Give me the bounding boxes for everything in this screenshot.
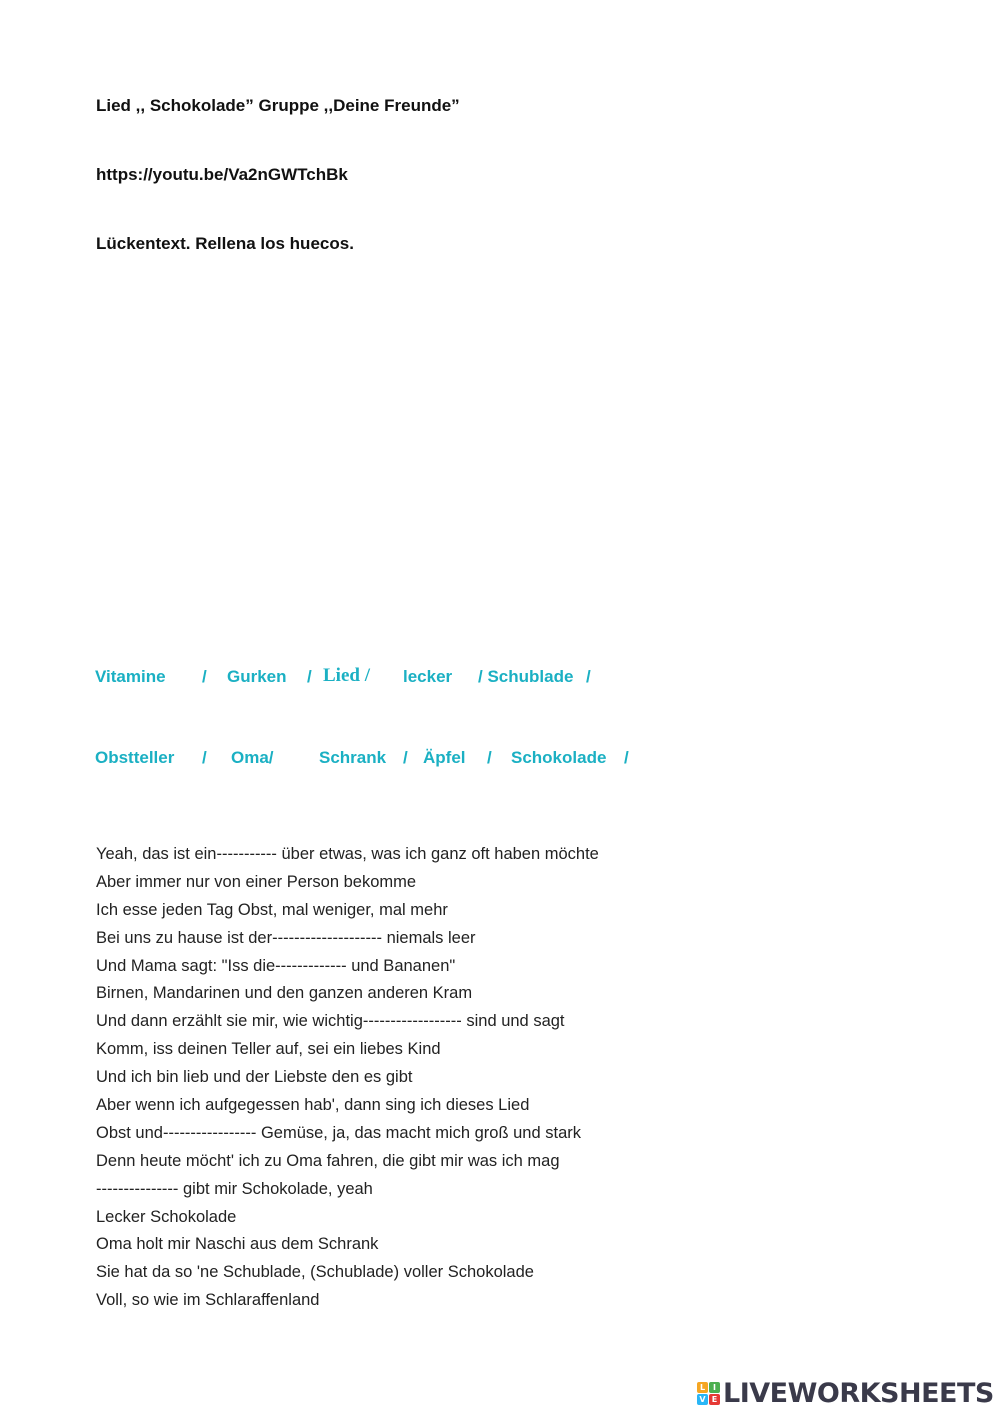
lyric-line: Und Mama sagt: "Iss die------------- und Bananen" <box>96 956 456 975</box>
word-bank-item: Gurken <box>227 667 287 686</box>
lyric-line: Und dann erzählt sie mir, wie wichtig------------------ sind und sagt <box>96 1012 565 1031</box>
logo-tile: I <box>709 1382 720 1393</box>
logo-tile: L <box>697 1382 708 1393</box>
lyric-line: Bei uns zu hause ist der-------------------- niemals leer <box>96 928 476 947</box>
lyric-line: Und ich bin lieb und der Liebste den es gibt <box>96 1068 413 1087</box>
lyrics-text <box>96 841 599 1315</box>
lyric-line: Obst und----------------- Gemüse, ja, das macht mich groß und stark <box>96 1123 581 1142</box>
word-bank-item: Obstteller <box>95 748 175 767</box>
word-bank-separator: / <box>403 748 408 767</box>
song-title: Lied ,, Schokolade” Gruppe ,,Deine Freunde” <box>96 96 460 115</box>
lyric-line: Birnen, Mandarinen und den ganzen anderen Kram <box>96 984 473 1003</box>
word-bank-separator: / <box>624 748 629 767</box>
logo-mark-icon <box>697 1382 720 1405</box>
word-bank-separator: / <box>202 748 207 767</box>
word-bank-item: Äpfel <box>423 748 466 767</box>
word-bank-separator: / <box>586 667 591 686</box>
logo-tile: V <box>697 1394 708 1405</box>
lyric-line: Denn heute möcht' ich zu Oma fahren, die gibt mir was ich mag <box>96 1151 560 1170</box>
word-bank-item: Lied / <box>323 665 370 686</box>
word-bank-row-1 <box>0 667 1000 691</box>
lyric-line: Aber wenn ich aufgegessen hab', dann sing ich dieses Lied <box>96 1096 530 1115</box>
liveworksheets-logo <box>697 1378 994 1408</box>
word-bank-item: Oma/ <box>231 748 274 767</box>
word-bank-separator: / <box>202 667 207 686</box>
word-bank-separator: / <box>307 667 312 686</box>
lyric-line: Yeah, das ist ein----------- über etwas, was ich ganz oft haben möchte <box>96 845 599 863</box>
lyric-line: Aber immer nur von einer Person bekomme <box>96 872 417 891</box>
word-bank-item: / Schublade <box>478 667 574 686</box>
word-bank-item: Schokolade <box>511 748 607 767</box>
lyric-line: Komm, iss deinen Teller auf, sei ein liebes Kind <box>96 1040 441 1059</box>
instruction-text: Lückentext. Rellena los huecos. <box>96 234 354 253</box>
logo-tile: E <box>709 1394 720 1405</box>
lyric-line: Voll, so wie im Schlaraffenland <box>96 1291 320 1310</box>
lyric-line: Ich esse jeden Tag Obst, mal weniger, mal mehr <box>96 900 448 919</box>
video-link[interactable]: https://youtu.be/Va2nGWTchBk <box>96 165 348 184</box>
lyric-line: Sie hat da so 'ne Schublade, (Schublade) voller Schokolade <box>96 1263 534 1282</box>
word-bank-item: Schrank <box>319 748 387 767</box>
word-bank-row-2 <box>0 748 1000 772</box>
lyric-line: --------------- gibt mir Schokolade, yeah <box>96 1179 373 1198</box>
word-bank-item: Vitamine <box>95 667 166 686</box>
word-bank-item: lecker <box>403 667 453 686</box>
lyric-line: Lecker Schokolade <box>96 1207 237 1226</box>
lyric-line: Oma holt mir Naschi aus dem Schrank <box>96 1235 379 1254</box>
logo-text: LIVEWORKSHEETS <box>723 1377 994 1409</box>
word-bank-separator: / <box>487 748 492 767</box>
